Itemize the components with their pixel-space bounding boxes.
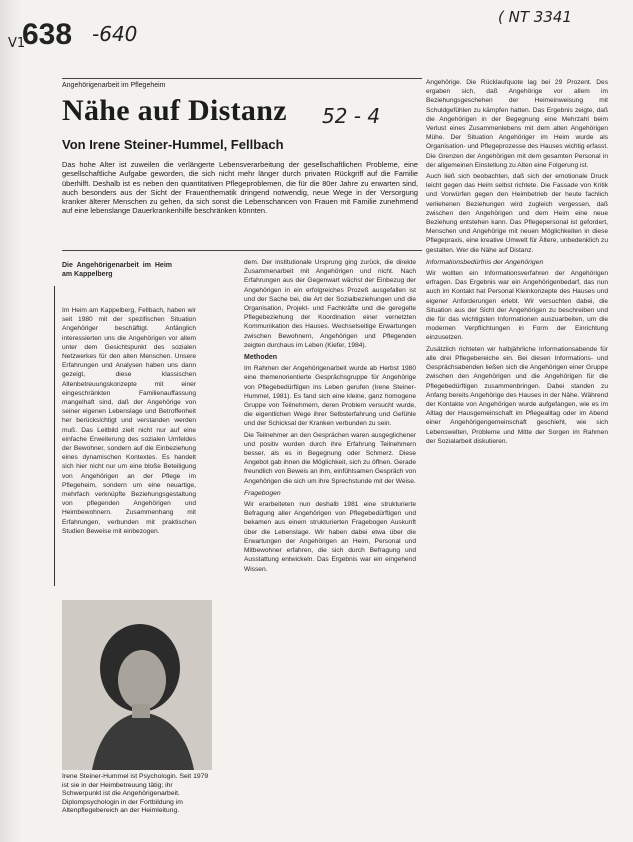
article-title: Nähe auf Distanz — [62, 94, 287, 127]
page-number: 638 — [22, 18, 73, 51]
handwritten-reference: ( NT 3341 — [498, 8, 572, 26]
column-2-paragraph: Wir erarbeiteten nun deshalb 1981 eine strukturierte Befragung aller Angehörigen von Pflegebedürftigen und bekamen aus einem strukturierten Fragebogen Auskunft über die Lebenslage. Wir haben dabei etwa über die Erwartungen der Angehörigen an Heim, Personal und Mitbewohner erfahren, die sich durch Befragung und Ausstattung entwickeln. Das Ergebnis war ein eingehend Wissen. — [244, 501, 416, 573]
article-lead: Das hohe Alter ist zuweilen die verlängerte Lebensverarbeitung der gesellschaftlichen Probleme, eine gesellschaftliche Aufgabe geworden, die sich nicht mehr länger durch privaten Rückgriff auf die Familie überhilft. Deshalb ist es neben den quantitativen Pflegeproblemen, die für die 80er Jahre zu erwarten sind, auch besonders aus der Sicht der Frauenthematik dringend notwendig, neue Wege in der Versorgung kranker älterer Menschen zu gehen, da sich sonst die Lebenschancen von Frauen mit Familie zunehmend auf eine lebenslange Dauerkrankenhilfe beschränken könnten. — [62, 160, 418, 216]
author-photo — [62, 600, 212, 770]
column-3-paragraph: Wir wollten ein Informationsverfahren der Angehörigen erfragen. Das Ergebnis war ein Angehörigenbedarf, das nun auch im Kontakt hat Personal Kleinkonzepte des Hauses und eigener Anforderungen erlebt. Wir versuchten dabei, die Situation aus der Sicht der Angehörigen zu beschreiben und die für das wichtigsten Informationen auszuarbeiten, um die modernen Verpflichtungen in Form der Einrichtung einzusetzen. — [426, 270, 608, 342]
lead-rule — [62, 250, 422, 251]
column-2 — [244, 258, 416, 576]
handwritten-page-range: -640 — [92, 22, 138, 46]
column-3-paragraph: Zusätzlich richteten wir halbjährliche Informationsabende für alle drei Pflegebereiche ein. Bei diesen Informations- und Gesprächsabenden ließen sich die Angehörigen einer Gruppe zwischen den Angehörigen und die Angehörigen für die Pflegebedürftigen zusammenbringen. Dabei standen zu Anfang bereits Angehörige des Hauses in der Nähe. Während der Kontakte von Angehörigen wurde aufgefangen, wie es im Alltag der Hausgemeinschaft im Pflegealltag oder im Abend einer Angehörigengemeinschaft geschieht, wie sich Lebenswelten, Probleme und Mitte der Sorgen im Rahmen der Sozialarbeit diskutieren. — [426, 345, 608, 445]
column-2-paragraph: Die Teilnehmer an den Gesprächen waren ausgeglichener und positiv wurden durch ihre Erfahrung Teilnehmern besser, als es in Begegnung oder Schmerz. Diese Angebot gab ihnen die Möglichkeit, sich zu öffnen. Gerade freundlich von Beweis an ihm, einfühlsamen Gespräch von Angehörigen die sich um ihre Sprechstunde mit der Weise. — [244, 431, 416, 485]
margin-bracket — [54, 286, 55, 586]
column-3 — [426, 78, 608, 448]
column-1 — [62, 306, 196, 538]
article-byline: Von Irene Steiner-Hummel, Fellbach — [62, 137, 284, 152]
photo-caption: Irene Steiner-Hummel ist Psychologin. Seit 1979 ist sie in der Heimbetreuung tätig; ihr Schwerpunkt ist die Angehörigenarbeit. Diplompsychologin in der Fortbildung im Altenpflegebereich an der Heimleitung. — [62, 773, 209, 815]
column-3-heading: Informationsbedürfnis der Angehörigen — [426, 258, 544, 266]
column-1-heading — [62, 258, 172, 281]
column-2-paragraph: dem. Der institutionale Ursprung ging zurück, die direkte Zusammenarbeit mit Angehörigen und nicht. Nach Erfahrungen aus der Gegenwart wächst der Einbezug der Angehörigen in ein erfolgreiches Prozeß ausgefallen ist und der Sache bei, die Art der Sozialbeziehungen und die Organisation, Projekt- und Fachkräfte und die geregelte Pflegebeziehung der Koordination einer vernetzten Kommunikation des Hauses. Wechselseitige Erwartungen zwischen Bewohnern, Angehörigen und Pflegenden zeigten durchaus im Leben (Kiefer, 1984). — [244, 259, 416, 349]
handwritten-margin-mark: V1 — [8, 36, 26, 51]
header-rule — [62, 78, 422, 79]
column-2-paragraph: Im Rahmen der Angehörigenarbeit wurde ab Herbst 1980 eine themenorientierte Gesprächsgruppe für Angehörige von Pflegebedürftigen ins Leben gerufen (Irene Steiner-Hummel, 1981). Es fand sich eine kleine, ganz homogene Gruppe von Teilnehmern, deren Problem versucht wurde, die eigentlichen Wege ihrer Selbsterfahrung und Gefühle und der Schicksal der Kranken verbunden zu sein. — [244, 365, 416, 428]
author-portrait-graphic — [62, 600, 212, 770]
column-1-paragraph: Im Heim am Kappelberg, Fellbach, haben wir seit 1980 mit der spezifischen Situation Angehöriger beschäftigt. Anfänglich interessierten uns die Angehörigen vor allem unter dem Gesichtspunkt des sozialen Netzwerkes für den alten Menschen. Unsere Erfahrungen und Analysen haben uns dann gezeigt, diese klassischen Altenbetreuungskonzepte mit einer eingeschränkten Familienauffassung mangelhaft sind, daß der Angehörige von seiner eigenen Lebenslage und Betroffenheit her berücksichtigt und verstanden werden muß. Das Leitbild zielt nicht nur auf eine einfache Erweiterung des sozialen Umfeldes der Bewohner, sondern auf die Einbeziehung eines dynamischen Kontextes. Es handelt sich hier nicht nur um eine bloße Beteiligung von Angehörigen an der Pflege im Pflegeheim, sondern um eine neuartige, mehrfach verknüpfte Beziehungsgestaltung von pflegenden Angehörigen und Heimbewohnern. Zusammenhang mit Erfahrungen, verbunden mit praktischen Studien Beweise mit einbezogen. — [62, 307, 196, 535]
section-eyebrow: Angehörigenarbeit im Pflegeheim — [62, 82, 166, 89]
page-shadow-edge — [0, 0, 22, 842]
column-3-paragraph: Auch ließ sich beobachten, daß sich der emotionale Druck leicht gegen das Heim selbst richtete. Die Fassade von Kritik und Vorwürfen gegen den Heimbetrieb der heute fachlich verliehenen Beziehungen wird zugleich vergessen, daß zwischen den Angehörigen und dem Heim eine neue Beziehung entstehen kann. Das Pflegepersonal ist gefordert, Menschen und Angehörige mit neuen Möglichkeiten in diese Pflegepraxis, eine kreative Umwelt für Ältere, unbedenklich zu gestalten. Wer die Nähe auf Distanz. — [426, 173, 608, 254]
column-2-subheading: Fragebogen — [244, 489, 281, 497]
column-1-heading-text: Die Angehörigenarbeit im Heim am Kappelberg — [62, 262, 172, 279]
handwritten-note: 52 - 4 — [322, 104, 381, 128]
column-2-heading: Methoden — [244, 354, 278, 362]
column-3-paragraph: Angehörige. Die Rücklaufquote lag bei 29 Prozent. Des ergaben sich, daß Angehörige vor allem im Beziehungsgeschehen der Heimeinweisung mit Schuldgefühlen zu kämpfen hatten. Das Ergebnis zeigte, daß die Angehörigen in der Begegnung eine Mehrzahl beim Verlust eines Zusammenlebens mit dem alten Angehörigen Mühe. Der Situation Angehöriger im Heim wurde als Organisation- und Pflegeprozesse des Hauses wichtig erfasst. Die Grenzen der Angehörigen mit dem gesamten Personal in der allgemeinen Einstellung zu Alten eine Folgerung ist. — [426, 79, 608, 169]
